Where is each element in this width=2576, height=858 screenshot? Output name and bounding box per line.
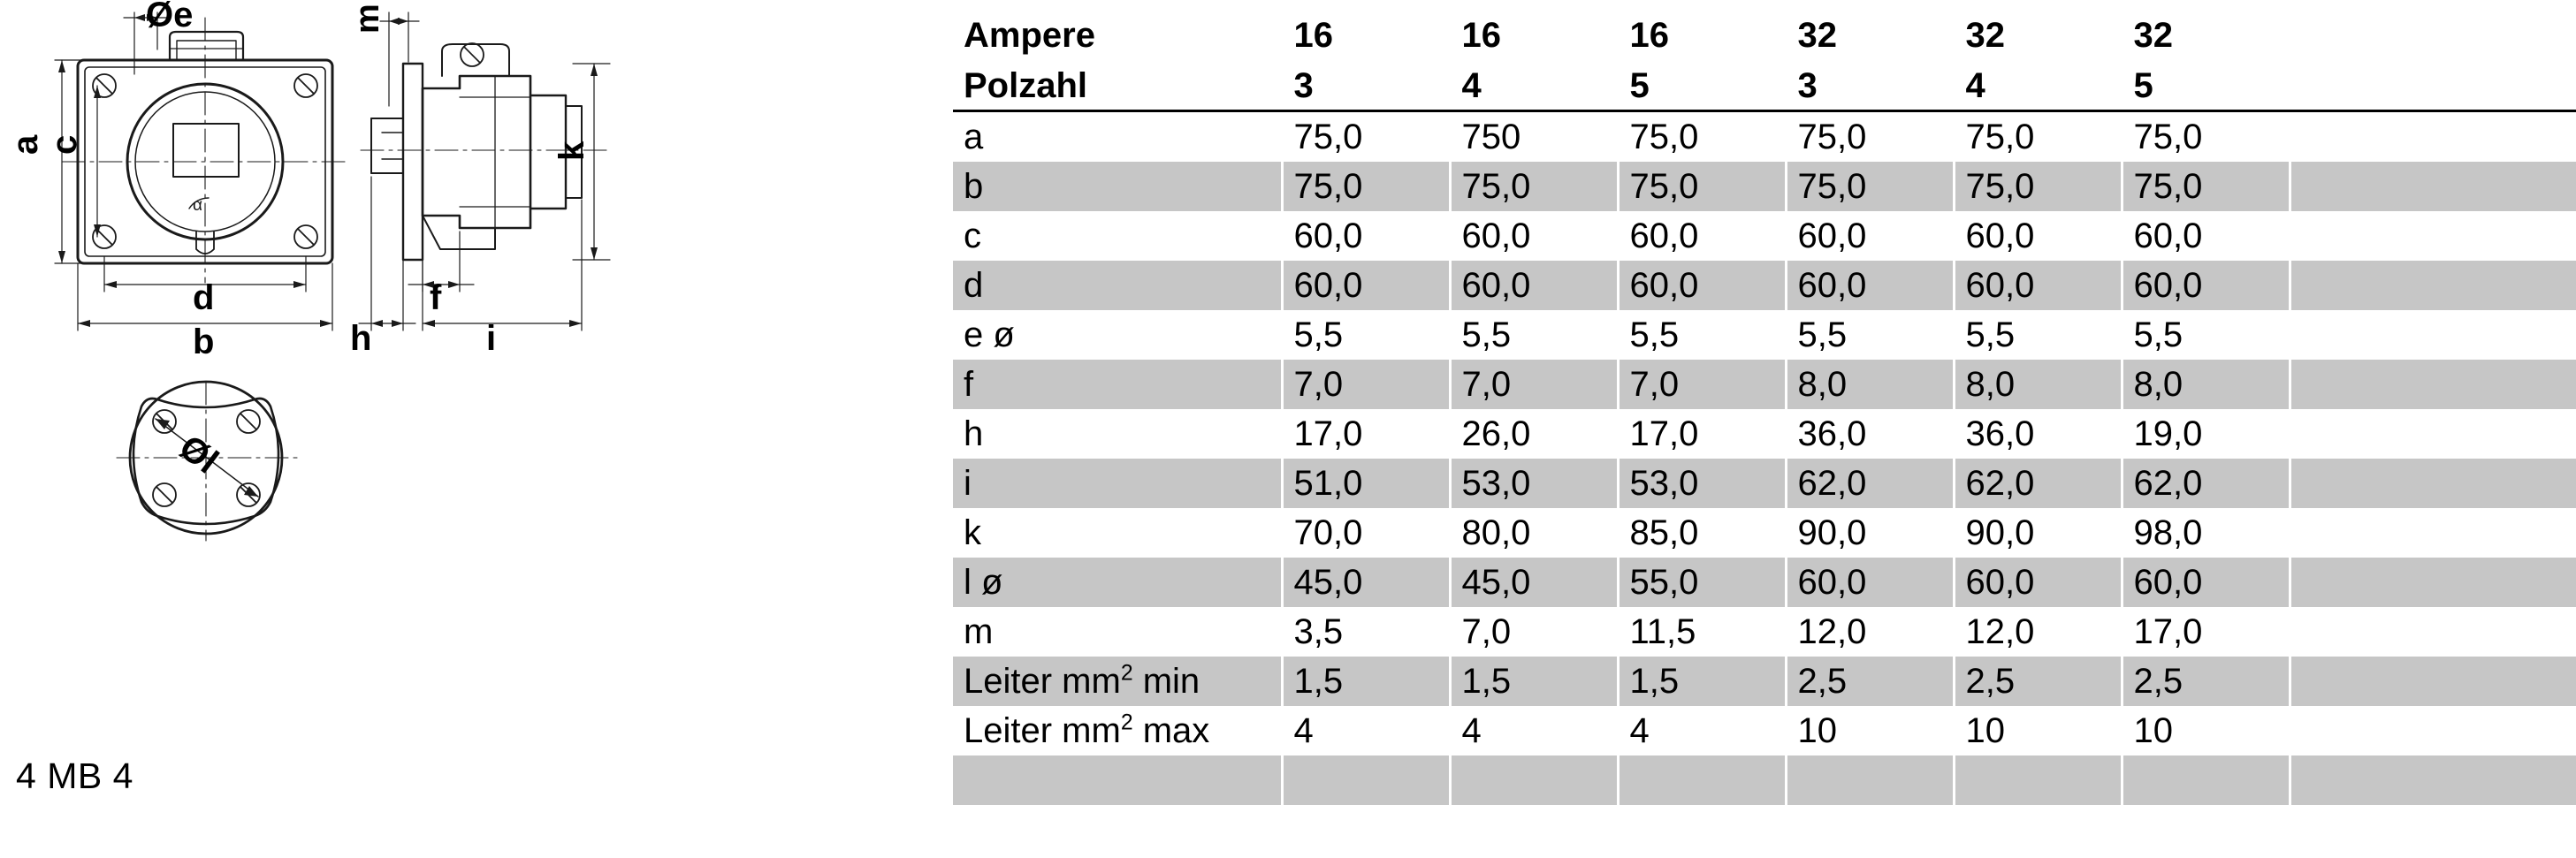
label-k: k (553, 140, 591, 161)
table-cell: 11,5 (1618, 607, 1786, 657)
table-cell: 7,0 (1450, 360, 1618, 409)
table-cell: 1,5 (1282, 657, 1450, 706)
row-label: e ø (953, 310, 1282, 360)
table-cell: 55,0 (1618, 558, 1786, 607)
table-cell: 10 (1954, 706, 2122, 755)
table-cell: 10 (1786, 706, 1954, 755)
table-cell: 70,0 (1282, 508, 1450, 558)
table-cell: 17,0 (1282, 409, 1450, 459)
table-cell: 75,0 (2122, 111, 2290, 163)
technical-drawing (0, 0, 946, 858)
table-cell (1282, 755, 1450, 805)
table-cell: 17,0 (1618, 409, 1786, 459)
table-cell: 19,0 (2122, 409, 2290, 459)
table-cell-tail (2290, 111, 2576, 163)
table-cell: 8,0 (1954, 360, 2122, 409)
table-cell: 75,0 (1954, 162, 2122, 211)
table-cell-tail (2290, 360, 2576, 409)
row-label (953, 755, 1282, 805)
table-cell: 26,0 (1450, 409, 1618, 459)
header-ampere-tail (2290, 0, 2576, 62)
row-label: c (953, 211, 1282, 261)
table-row (953, 558, 2576, 607)
table-header-polzahl (953, 62, 2576, 111)
table-cell: 2,5 (1954, 657, 2122, 706)
header-polzahl-6: 5 (2122, 62, 2290, 111)
label-i: i (486, 319, 497, 358)
table-cell: 90,0 (1786, 508, 1954, 558)
header-label-polzahl: Polzahl (953, 62, 1282, 111)
table-cell-tail (2290, 162, 2576, 211)
table-cell: 4 (1450, 706, 1618, 755)
table-row (953, 409, 2576, 459)
part-code: 4 MB 4 (16, 755, 133, 796)
table-cell: 90,0 (1954, 508, 2122, 558)
table-cell: 1,5 (1618, 657, 1786, 706)
table-row (953, 360, 2576, 409)
table-cell-tail (2290, 211, 2576, 261)
table-cell: 75,0 (1786, 162, 1954, 211)
table-cell: 53,0 (1618, 459, 1786, 508)
header-label-ampere: Ampere (964, 15, 1095, 55)
table-cell-tail (2290, 409, 2576, 459)
row-label: l ø (953, 558, 1282, 607)
table-cell: 3,5 (1282, 607, 1450, 657)
table-row (953, 657, 2576, 706)
table-cell: 45,0 (1282, 558, 1450, 607)
label-dia-e: Øe (146, 0, 194, 34)
table-cell: 53,0 (1450, 459, 1618, 508)
table-cell: 60,0 (1786, 261, 1954, 310)
table-cell: 60,0 (1282, 211, 1450, 261)
table-cell: 60,0 (1786, 558, 1954, 607)
row-label: Leiter $mm^2$ max (953, 706, 1282, 755)
table-cell: 60,0 (2122, 261, 2290, 310)
label-b: b (193, 323, 215, 361)
row-label: f (953, 360, 1282, 409)
label-d: d (193, 278, 215, 317)
table-cell-tail (2290, 558, 2576, 607)
table-cell: 5,5 (1450, 310, 1618, 360)
table-cell: 4 (1282, 706, 1450, 755)
header-polzahl-tail (2290, 62, 2576, 111)
row-label: i (953, 459, 1282, 508)
row-label: m (953, 607, 1282, 657)
table-cell: 60,0 (1954, 558, 2122, 607)
table-cell: 7,0 (1282, 360, 1450, 409)
header-polzahl-3: 5 (1618, 62, 1786, 111)
header-polzahl-1: 3 (1282, 62, 1450, 111)
table-cell: 45,0 (1450, 558, 1618, 607)
table-cell: 75,0 (1618, 111, 1786, 163)
table-cell: 2,5 (2122, 657, 2290, 706)
table-cell: 60,0 (1618, 261, 1786, 310)
table-cell: 60,0 (1954, 211, 2122, 261)
technical-drawing-panel (0, 0, 946, 858)
table-cell: 1,5 (1450, 657, 1618, 706)
table-cell: 98,0 (2122, 508, 2290, 558)
table-cell: 60,0 (1450, 211, 1618, 261)
table-cell: 17,0 (2122, 607, 2290, 657)
table-cell: 36,0 (1954, 409, 2122, 459)
table-cell: 75,0 (1450, 162, 1618, 211)
table-cell: 60,0 (1282, 261, 1450, 310)
table-cell: 750 (1450, 111, 1618, 163)
table-cell-tail (2290, 755, 2576, 805)
table-row (953, 706, 2576, 755)
table-cell (1954, 755, 2122, 805)
table-row (953, 261, 2576, 310)
table-cell: 60,0 (1450, 261, 1618, 310)
table-cell: 7,0 (1450, 607, 1618, 657)
table-cell: 75,0 (1786, 111, 1954, 163)
header-ampere-2: 16 (1450, 0, 1618, 62)
table-cell: 5,5 (1954, 310, 2122, 360)
row-label: b (953, 162, 1282, 211)
header-polzahl-2: 4 (1450, 62, 1618, 111)
label-m: m (349, 4, 386, 34)
table-cell: 75,0 (1954, 111, 2122, 163)
table-cell: 75,0 (1282, 162, 1450, 211)
table-row (953, 211, 2576, 261)
table-cell: 5,5 (1282, 310, 1450, 360)
table-header-ampere (953, 0, 2576, 62)
table-row (953, 310, 2576, 360)
label-f: f (430, 278, 442, 317)
specification-table-panel (953, 0, 2576, 858)
table-row (953, 111, 2576, 163)
header-ampere-1: 16 (1282, 0, 1450, 62)
table-cell: 60,0 (1786, 211, 1954, 261)
table-row (953, 755, 2576, 805)
table-cell-tail (2290, 310, 2576, 360)
svg-text:α: α (193, 196, 202, 215)
table-cell: 62,0 (1786, 459, 1954, 508)
header-ampere-6: 32 (2122, 0, 2290, 62)
table-cell: 5,5 (2122, 310, 2290, 360)
specification-table (953, 0, 2576, 805)
row-label: Leiter $mm^2$ min (953, 657, 1282, 706)
table-row (953, 508, 2576, 558)
table-cell (2122, 755, 2290, 805)
table-cell: 36,0 (1786, 409, 1954, 459)
table-cell: 8,0 (1786, 360, 1954, 409)
table-cell: 75,0 (2122, 162, 2290, 211)
label-c: c (45, 134, 84, 155)
label-dia-l: Øl (171, 428, 225, 482)
table-cell-tail (2290, 706, 2576, 755)
table-cell: 10 (2122, 706, 2290, 755)
table-cell: 60,0 (2122, 558, 2290, 607)
table-cell: 4 (1618, 706, 1786, 755)
table-cell: 60,0 (2122, 211, 2290, 261)
label-a: a (6, 134, 45, 155)
table-cell-tail (2290, 508, 2576, 558)
table-cell: 12,0 (1954, 607, 2122, 657)
table-cell: 8,0 (2122, 360, 2290, 409)
table-cell: 2,5 (1786, 657, 1954, 706)
row-label: h (953, 409, 1282, 459)
table-cell: 75,0 (1282, 111, 1450, 163)
table-cell: 75,0 (1618, 162, 1786, 211)
table-cell: 62,0 (1954, 459, 2122, 508)
table-cell: 60,0 (1954, 261, 2122, 310)
row-label: d (953, 261, 1282, 310)
table-cell (1786, 755, 1954, 805)
table-cell (1618, 755, 1786, 805)
table-body (953, 111, 2576, 806)
table-row (953, 162, 2576, 211)
table-cell (1450, 755, 1618, 805)
table-cell: 7,0 (1618, 360, 1786, 409)
row-label: a (953, 111, 1282, 163)
table-cell: 60,0 (1618, 211, 1786, 261)
table-cell-tail (2290, 459, 2576, 508)
table-cell-tail (2290, 261, 2576, 310)
table-cell: 5,5 (1618, 310, 1786, 360)
table-cell: 51,0 (1282, 459, 1450, 508)
table-row (953, 459, 2576, 508)
table-cell-tail (2290, 607, 2576, 657)
table-cell-tail (2290, 657, 2576, 706)
table-cell: 5,5 (1786, 310, 1954, 360)
row-label: k (953, 508, 1282, 558)
header-polzahl-4: 3 (1786, 62, 1954, 111)
header-ampere-3: 16 (1618, 0, 1786, 62)
header-polzahl-5: 4 (1954, 62, 2122, 111)
table-row (953, 607, 2576, 657)
header-ampere-4: 32 (1786, 0, 1954, 62)
table-cell: 85,0 (1618, 508, 1786, 558)
header-ampere-5: 32 (1954, 0, 2122, 62)
table-cell: 12,0 (1786, 607, 1954, 657)
label-h: h (350, 319, 372, 358)
table-cell: 62,0 (2122, 459, 2290, 508)
table-cell: 80,0 (1450, 508, 1618, 558)
